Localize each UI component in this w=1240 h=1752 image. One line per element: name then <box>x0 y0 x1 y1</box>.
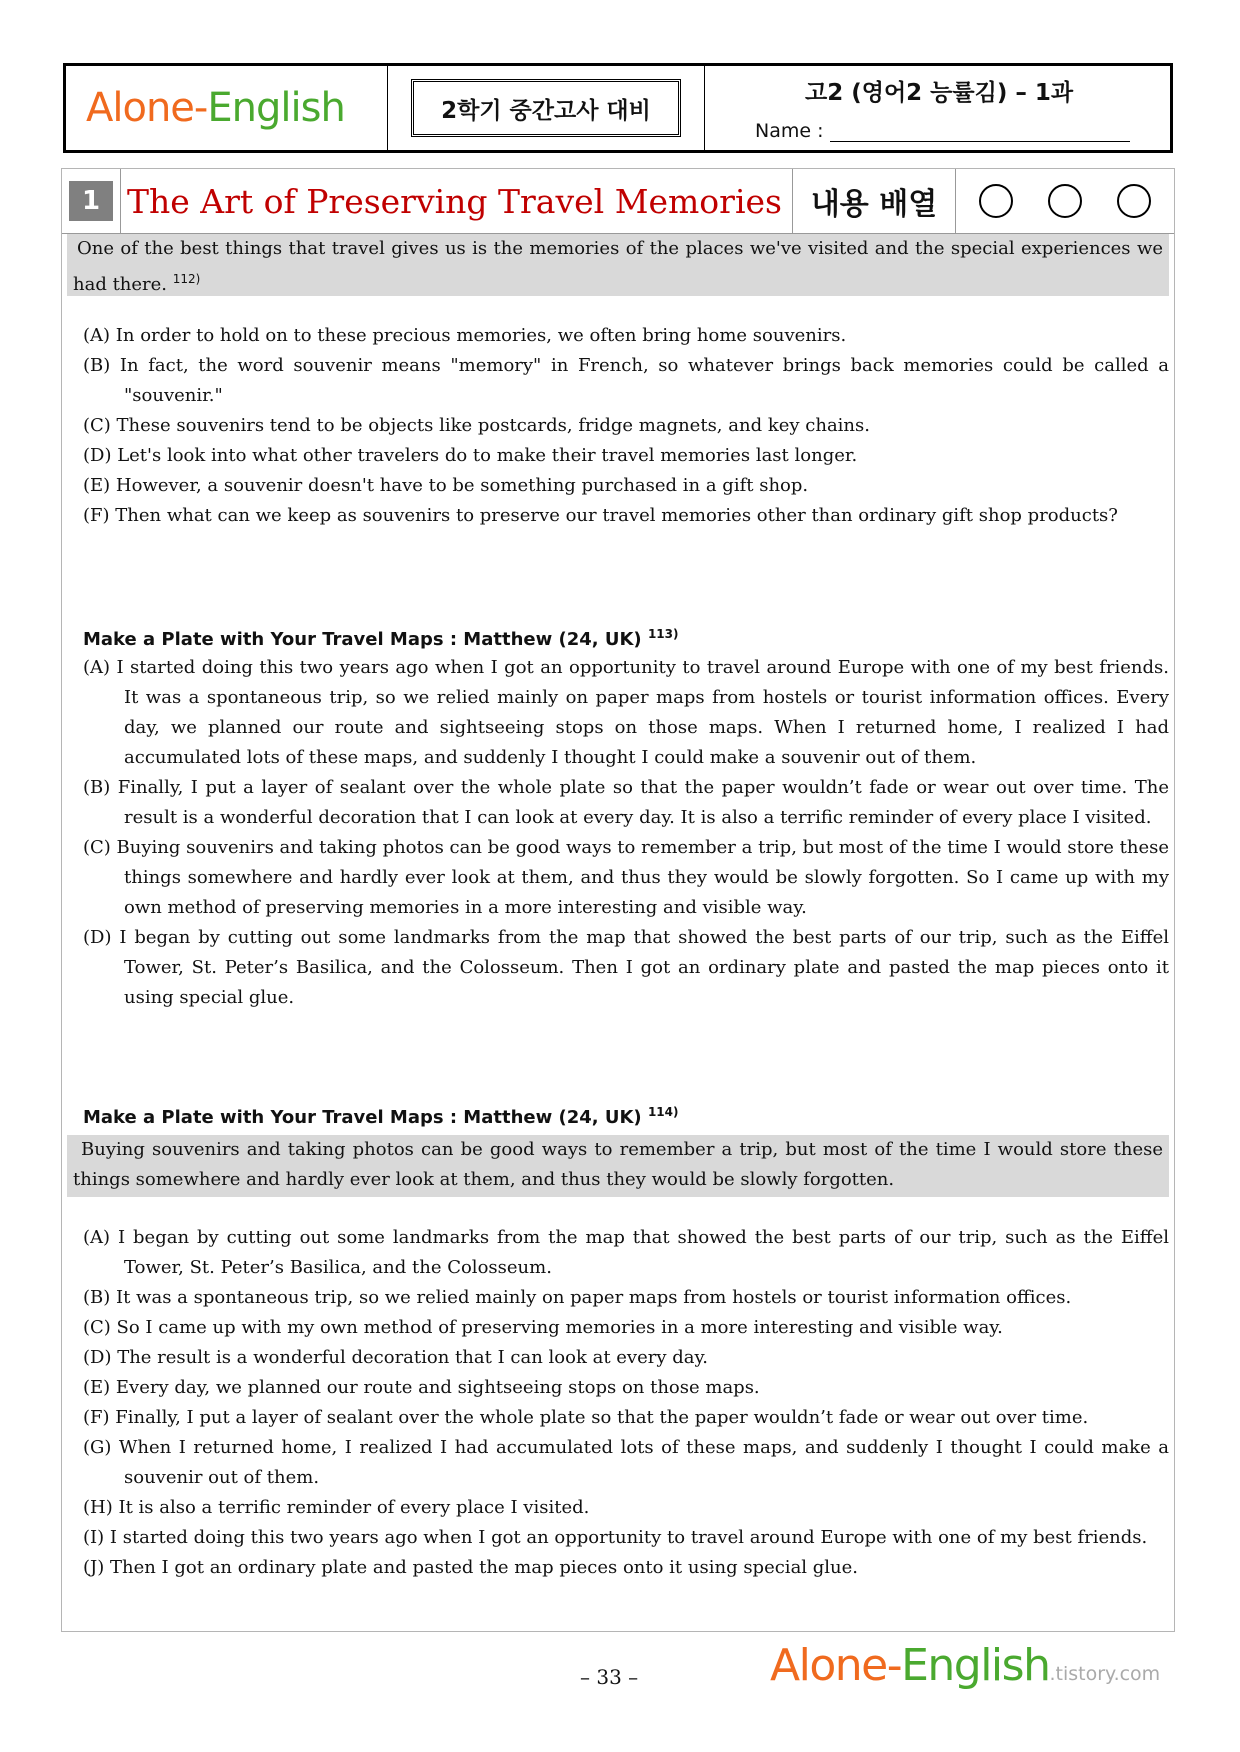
list-item: (C) So I came up with my own method of preserving memories in a more interesting and visible way. <box>83 1317 1003 1338</box>
ref-113: 113) <box>647 627 679 641</box>
section1-intro: One of the best things that travel gives us is the memories of the places we've visited and the special experiences we had there. $^{112)}$ <box>67 234 1169 296</box>
question-title-row <box>62 169 1174 234</box>
exam-title: 2학기 중간고사 대비 <box>411 79 681 137</box>
list-item: (D) Let's look into what other travelers do to make their travel memories last longer. <box>83 445 858 466</box>
question-title: The Art of Preserving Travel Memories <box>121 169 793 233</box>
question-box <box>61 168 1175 1632</box>
list-item: (G) When I returned home, I realized I had accumulated lots of these maps, and suddenly I thought I could make a souvenir out of them. <box>83 1437 1169 1488</box>
name-label: Name : <box>755 120 824 142</box>
list-item: (C) These souvenirs tend to be objects like postcards, fridge magnets, and key chains. <box>83 415 870 436</box>
check-circle-1[interactable] <box>979 184 1013 218</box>
section1-list <box>83 321 1169 531</box>
list-item: (D) I began by cutting out some landmarks from the map that showed the best parts of our trip, such as the Eiffel Tower, St. Peter’s Basilica, and the Colosseum. Then I got an ordinary plate and pasted the map pieces onto it using special glue. <box>83 927 1169 1008</box>
name-blank[interactable] <box>830 141 1130 142</box>
list-item: (B) In fact, the word souvenir means "memory" in French, so whatever brings back memories could be called a "souvenir." <box>83 355 1169 406</box>
list-item: (B) Finally, I put a layer of sealant over the whole plate so that the paper wouldn’t fade or wear out over time. The result is a wonderful decoration that I can look at every day. It is also a terrific reminder of every place I visited. <box>83 777 1169 828</box>
check-circle-2[interactable] <box>1048 184 1082 218</box>
name-field <box>755 120 1130 142</box>
brand-logo: Alone - English <box>66 66 388 150</box>
list-item: (A) I began by cutting out some landmarks from the map that showed the best parts of our trip, such as the Eiffel Tower, St. Peter’s Basilica, and the Colosseum. <box>83 1227 1169 1278</box>
footer-logo[interactable]: Alone-English.tistory.com <box>770 1640 1161 1691</box>
list-item: (C) Buying souvenirs and taking photos can be good ways to remember a trip, but most of the time I would store these things somewhere and hardly ever look at them, and thus they would be slowly forgotten. So I came up with my own method of preserving memories in a more interesting and visible way. <box>83 837 1169 918</box>
list-item: (E) Every day, we planned our route and sightseeing stops on those maps. <box>83 1377 760 1398</box>
ref-112: 112) <box>172 272 201 286</box>
section3-intro: Buying souvenirs and taking photos can be good ways to remember a trip, but most of the time I would store these things somewhere and hardly ever look at them, and thus they would be slowly forgotten. <box>67 1135 1169 1197</box>
list-item: (D) The result is a wonderful decoration that I can look at every day. <box>83 1347 708 1368</box>
list-item: (B) It was a spontaneous trip, so we relied mainly on paper maps from hostels or tourist information offices. <box>83 1287 1072 1308</box>
check-circles <box>956 169 1174 233</box>
question-category: 내용 배열 <box>793 169 956 233</box>
question-number: 1 <box>69 181 113 221</box>
list-item: (A) In order to hold on to these precious memories, we often bring home souvenirs. <box>83 325 847 346</box>
list-item: (F) Then what can we keep as souvenirs to preserve our travel memories other than ordinary gift shop products? <box>83 505 1118 526</box>
page-number: – 33 – <box>580 1665 639 1689</box>
list-item: (A) I started doing this two years ago when I got an opportunity to travel around Europe with one of my best friends. It was a spontaneous trip, so we relied mainly on paper maps from hostels or tourist information offices. Every day, we planned our route and sightseeing stops on those maps. When I returned home, I realized I had accumulated lots of these maps, and suddenly I thought I could make a souvenir out of them. <box>83 657 1169 768</box>
section2-subtitle: Make a Plate with Your Travel Maps : Matthew (24, UK) $^{113)}$ <box>83 627 679 650</box>
list-item: (I) I started doing this two years ago when I got an opportunity to travel around Europe with one of my best friends. <box>83 1527 1148 1548</box>
list-item: (H) It is also a terrific reminder of every place I visited. <box>83 1497 590 1518</box>
section3-list <box>83 1223 1169 1583</box>
list-item: (E) However, a souvenir doesn't have to be something purchased in a gift shop. <box>83 475 809 496</box>
page-header <box>63 63 1173 153</box>
list-item: (F) Finally, I put a layer of sealant over the whole plate so that the paper wouldn’t fade or wear out over time. <box>83 1407 1089 1428</box>
check-circle-3[interactable] <box>1117 184 1151 218</box>
list-item: (J) Then I got an ordinary plate and pasted the map pieces onto it using special glue. <box>83 1557 859 1578</box>
ref-114: 114) <box>647 1105 679 1119</box>
info-cell <box>705 66 1170 150</box>
grade-label: 고2 (영어2 능률김) – 1과 <box>805 80 1074 106</box>
exam-cell <box>388 66 705 150</box>
section2-list <box>83 653 1169 1013</box>
section3-subtitle: Make a Plate with Your Travel Maps : Matthew (24, UK) $^{114)}$ <box>83 1105 679 1128</box>
